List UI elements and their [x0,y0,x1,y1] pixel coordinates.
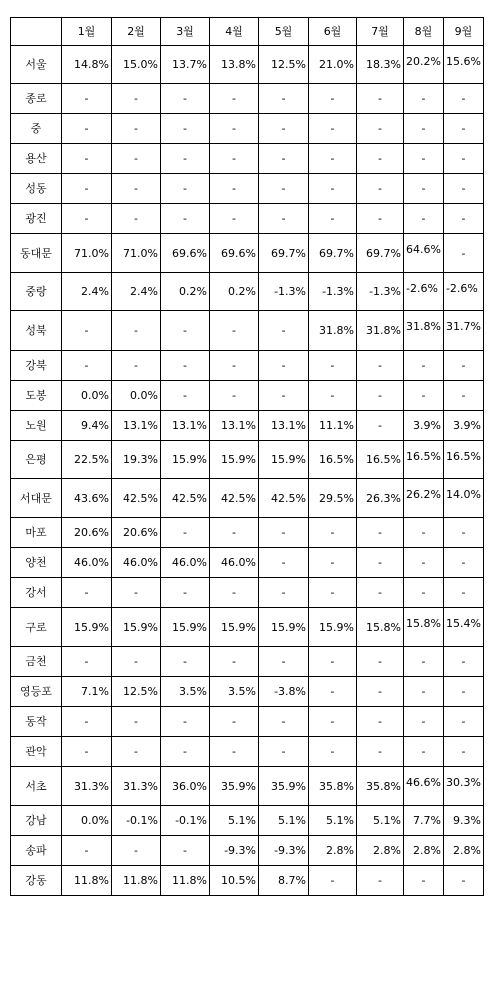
rate-cell: - [309,647,357,677]
month-header: 1월 [62,18,112,46]
rate-cell: - [161,578,210,608]
rate-cell: 2.8% [309,836,357,866]
rate-cell: - [309,144,357,174]
rate-cell: - [309,204,357,234]
table-row [11,479,484,518]
rate-cell: - [210,737,259,767]
rate-cell: 71.0% [62,234,112,273]
rate-cell: -1.3% [309,273,357,311]
rate-cell: 15.4% [443,608,483,647]
rate-cell: - [259,578,309,608]
district-label: 강서 [11,578,62,608]
rate-cell: - [357,737,404,767]
table-row [11,381,484,411]
month-header: 8월 [404,18,444,46]
table-row [11,647,484,677]
table-row [11,737,484,767]
rate-cell: 46.0% [210,548,259,578]
corner-cell [11,18,62,46]
rate-cell: 35.9% [259,767,309,806]
rate-cell: - [357,866,404,896]
rate-cell: 15.9% [210,608,259,647]
rate-cell: - [210,351,259,381]
rate-cell: 71.0% [112,234,161,273]
rate-cell: - [357,351,404,381]
district-label: 서대문 [11,479,62,518]
rate-cell: - [357,578,404,608]
rate-cell: - [62,204,112,234]
rate-cell: - [443,737,483,767]
rate-cell: 11.8% [62,866,112,896]
rate-cell: - [161,351,210,381]
rate-cell: 13.1% [112,411,161,441]
table-row [11,144,484,174]
rate-cell: - [161,836,210,866]
rate-cell: 35.8% [357,767,404,806]
rate-cell: - [62,114,112,144]
rate-cell: - [112,836,161,866]
rate-cell: - [210,707,259,737]
rate-cell: 14.0% [443,479,483,518]
monthly-rate-table [10,17,484,896]
table-row [11,204,484,234]
rate-cell: - [357,647,404,677]
rate-cell: - [112,174,161,204]
rate-cell: 0.0% [62,806,112,836]
rate-cell: - [161,707,210,737]
rate-cell: 0.0% [112,381,161,411]
rate-cell: 12.5% [112,677,161,707]
rate-cell: 10.5% [210,866,259,896]
rate-cell: -1.3% [259,273,309,311]
rate-cell: 31.3% [62,767,112,806]
rate-cell: - [357,518,404,548]
rate-cell: 13.1% [210,411,259,441]
rate-cell: - [357,548,404,578]
rate-cell: - [404,647,444,677]
rate-cell: - [112,351,161,381]
district-label: 강동 [11,866,62,896]
rate-cell: 3.9% [443,411,483,441]
rate-cell: 18.3% [357,46,404,84]
table-row [11,767,484,806]
rate-cell: -9.3% [259,836,309,866]
rate-cell: - [404,84,444,114]
table-row [11,441,484,479]
rate-cell: 11.1% [309,411,357,441]
rate-cell: - [404,518,444,548]
rate-cell: - [404,677,444,707]
rate-cell: 46.0% [112,548,161,578]
district-label: 강북 [11,351,62,381]
rate-cell: - [404,204,444,234]
rate-cell: - [161,737,210,767]
rate-cell: 15.9% [161,608,210,647]
rate-cell: 42.5% [210,479,259,518]
rate-cell: - [309,707,357,737]
rate-cell: 20.2% [404,46,444,84]
rate-cell: - [161,311,210,351]
rate-cell: - [62,647,112,677]
district-label: 노원 [11,411,62,441]
table-row [11,311,484,351]
rate-cell: - [309,866,357,896]
rate-cell: - [161,381,210,411]
rate-cell: 43.6% [62,479,112,518]
district-label: 성북 [11,311,62,351]
rate-cell: 26.2% [404,479,444,518]
district-label: 강남 [11,806,62,836]
rate-cell: 2.8% [357,836,404,866]
rate-cell: 22.5% [62,441,112,479]
district-label: 서초 [11,767,62,806]
rate-cell: 0.0% [62,381,112,411]
table-row [11,46,484,84]
table-row [11,273,484,311]
rate-cell: -3.8% [259,677,309,707]
rate-cell: - [62,836,112,866]
rate-cell: 35.8% [309,767,357,806]
rate-cell: 42.5% [112,479,161,518]
rate-cell: - [112,311,161,351]
rate-cell: 15.6% [443,46,483,84]
rate-cell: - [404,144,444,174]
table-row [11,806,484,836]
rate-cell: 31.8% [404,311,444,351]
rate-cell: 64.6% [404,234,444,273]
district-label: 마포 [11,518,62,548]
rate-cell: - [309,114,357,144]
rate-cell: 46.6% [404,767,444,806]
rate-cell: 69.6% [161,234,210,273]
month-header: 7월 [357,18,404,46]
rate-cell: - [62,311,112,351]
rate-cell: - [210,174,259,204]
rate-cell: - [112,114,161,144]
rate-cell: 11.8% [112,866,161,896]
rate-cell: - [443,578,483,608]
rate-cell: - [112,578,161,608]
rate-cell: - [259,144,309,174]
rate-cell: 42.5% [259,479,309,518]
rate-cell: 7.7% [404,806,444,836]
rate-cell: - [161,114,210,144]
rate-cell: - [210,84,259,114]
district-label: 양천 [11,548,62,578]
rate-cell: - [62,144,112,174]
rate-cell: - [357,411,404,441]
rate-cell: - [161,518,210,548]
rate-cell: - [404,866,444,896]
month-header: 2월 [112,18,161,46]
rate-cell: - [259,204,309,234]
rate-cell: 42.5% [161,479,210,518]
rate-cell: 13.8% [210,46,259,84]
district-label: 서울 [11,46,62,84]
rate-cell: - [404,381,444,411]
rate-cell: 12.5% [259,46,309,84]
rate-cell: - [259,647,309,677]
rate-cell: - [161,204,210,234]
rate-cell: - [259,737,309,767]
district-label: 영등포 [11,677,62,707]
rate-cell: - [404,174,444,204]
rate-cell: 13.7% [161,46,210,84]
rate-cell: 19.3% [112,441,161,479]
rate-cell: 13.1% [259,411,309,441]
rate-cell: 69.7% [259,234,309,273]
rate-cell: 31.8% [309,311,357,351]
rate-cell: 5.1% [357,806,404,836]
rate-cell: - [112,737,161,767]
rate-cell: -2.6% [404,273,444,311]
rate-cell: - [309,677,357,707]
rate-cell: 21.0% [309,46,357,84]
rate-cell: - [62,174,112,204]
rate-cell: 3.5% [161,677,210,707]
rate-cell: 46.0% [161,548,210,578]
rate-cell: - [443,381,483,411]
rate-cell: 31.3% [112,767,161,806]
rate-cell: 11.8% [161,866,210,896]
rate-cell: 14.8% [62,46,112,84]
rate-cell: -9.3% [210,836,259,866]
rate-cell: -1.3% [357,273,404,311]
rate-cell: - [357,381,404,411]
rate-cell: - [62,351,112,381]
rate-cell: 31.8% [357,311,404,351]
rate-cell: 15.9% [259,608,309,647]
rate-cell: - [62,578,112,608]
rate-cell: - [259,548,309,578]
table-row [11,608,484,647]
rate-cell: 9.3% [443,806,483,836]
rate-cell: - [112,707,161,737]
month-header: 4월 [210,18,259,46]
district-label: 도봉 [11,381,62,411]
rate-cell: 20.6% [62,518,112,548]
table-row [11,114,484,144]
rate-cell: - [210,311,259,351]
rate-cell: 9.4% [62,411,112,441]
rate-cell: - [309,578,357,608]
rate-cell: - [357,84,404,114]
table-row [11,174,484,204]
month-header: 9월 [443,18,483,46]
rate-cell: - [443,647,483,677]
rate-cell: - [210,381,259,411]
table-row [11,84,484,114]
rate-cell: 15.9% [259,441,309,479]
rate-cell: - [309,737,357,767]
district-label: 동작 [11,707,62,737]
rate-cell: - [404,114,444,144]
table-row [11,578,484,608]
district-label: 성동 [11,174,62,204]
rate-cell: - [259,311,309,351]
rate-cell: - [112,647,161,677]
rate-cell: - [259,114,309,144]
table-row [11,234,484,273]
rate-cell: 15.0% [112,46,161,84]
rate-cell: - [309,518,357,548]
rate-cell: - [309,548,357,578]
rate-cell: - [404,548,444,578]
rate-cell: - [210,204,259,234]
month-header: 5월 [259,18,309,46]
rate-cell: 5.1% [259,806,309,836]
rate-cell: - [309,84,357,114]
rate-cell: -0.1% [161,806,210,836]
rate-cell: 16.5% [443,441,483,479]
rate-cell: 16.5% [357,441,404,479]
rate-cell: 15.9% [62,608,112,647]
header-row [11,18,484,46]
rate-cell: - [161,144,210,174]
rate-cell: 35.9% [210,767,259,806]
rate-cell: - [404,578,444,608]
rate-cell: - [443,548,483,578]
rate-cell: 2.4% [62,273,112,311]
rate-cell: - [309,351,357,381]
rate-cell: 15.8% [404,608,444,647]
rate-cell: - [357,144,404,174]
rate-cell: - [404,707,444,737]
rate-cell: 69.7% [309,234,357,273]
rate-cell: - [357,204,404,234]
rate-cell: 15.9% [161,441,210,479]
rate-cell: - [161,84,210,114]
rate-cell: - [443,144,483,174]
rate-cell: 7.1% [62,677,112,707]
district-label: 동대문 [11,234,62,273]
rate-cell: - [443,518,483,548]
rate-cell: 5.1% [210,806,259,836]
rate-cell: 8.7% [259,866,309,896]
table-row [11,707,484,737]
table-row [11,836,484,866]
rate-cell: 0.2% [210,273,259,311]
rate-cell: - [443,204,483,234]
rate-cell: - [259,518,309,548]
rate-cell: 2.4% [112,273,161,311]
district-label: 용산 [11,144,62,174]
rate-cell: 46.0% [62,548,112,578]
rate-cell: - [357,114,404,144]
rate-cell: - [112,204,161,234]
rate-cell: - [443,866,483,896]
rate-cell: 20.6% [112,518,161,548]
rate-cell: - [259,707,309,737]
rate-cell: 13.1% [161,411,210,441]
rate-cell: -2.6% [443,273,483,311]
rate-cell: - [443,114,483,144]
rate-cell: - [443,351,483,381]
rate-cell: - [259,351,309,381]
rate-cell: 30.3% [443,767,483,806]
rate-cell: - [259,174,309,204]
district-label: 관악 [11,737,62,767]
rate-cell: 15.9% [210,441,259,479]
rate-cell: - [404,737,444,767]
rate-cell: - [62,707,112,737]
rate-cell: 16.5% [404,441,444,479]
rate-cell: 15.9% [112,608,161,647]
district-label: 중 [11,114,62,144]
rate-cell: - [443,234,483,273]
rate-cell: 15.9% [309,608,357,647]
rate-cell: - [404,351,444,381]
rate-cell: 0.2% [161,273,210,311]
rate-cell: - [62,737,112,767]
rate-cell: - [210,518,259,548]
table-row [11,677,484,707]
table-row [11,411,484,441]
rate-cell: - [210,647,259,677]
district-label: 광진 [11,204,62,234]
rate-cell: - [443,174,483,204]
rate-cell: - [443,677,483,707]
district-label: 구로 [11,608,62,647]
rate-cell: 3.9% [404,411,444,441]
rate-cell: 16.5% [309,441,357,479]
rate-cell: - [309,174,357,204]
rate-cell: 69.7% [357,234,404,273]
month-header: 6월 [309,18,357,46]
rate-cell: - [259,84,309,114]
rate-cell: - [210,578,259,608]
district-label: 은평 [11,441,62,479]
rate-cell: 36.0% [161,767,210,806]
rate-cell: - [161,647,210,677]
rate-cell: - [443,84,483,114]
rate-cell: -0.1% [112,806,161,836]
rate-cell: - [357,707,404,737]
rate-cell: - [357,174,404,204]
rate-cell: - [309,381,357,411]
rate-cell: - [210,144,259,174]
rate-cell: - [161,174,210,204]
table-row [11,518,484,548]
rate-cell: - [443,707,483,737]
district-label: 종로 [11,84,62,114]
table-row [11,548,484,578]
table-row [11,866,484,896]
district-label: 중랑 [11,273,62,311]
district-label: 금천 [11,647,62,677]
rate-cell: - [112,144,161,174]
rate-cell: 31.7% [443,311,483,351]
district-label: 송파 [11,836,62,866]
rate-cell: 2.8% [443,836,483,866]
rate-cell: - [259,381,309,411]
rate-cell: - [62,84,112,114]
rate-cell: 5.1% [309,806,357,836]
rate-cell: - [210,114,259,144]
rate-cell: 15.8% [357,608,404,647]
rate-cell: 29.5% [309,479,357,518]
rate-cell: 26.3% [357,479,404,518]
rate-cell: - [112,84,161,114]
rate-cell: 3.5% [210,677,259,707]
month-header: 3월 [161,18,210,46]
rate-cell: 2.8% [404,836,444,866]
table-row [11,351,484,381]
rate-cell: - [357,677,404,707]
rate-cell: 69.6% [210,234,259,273]
